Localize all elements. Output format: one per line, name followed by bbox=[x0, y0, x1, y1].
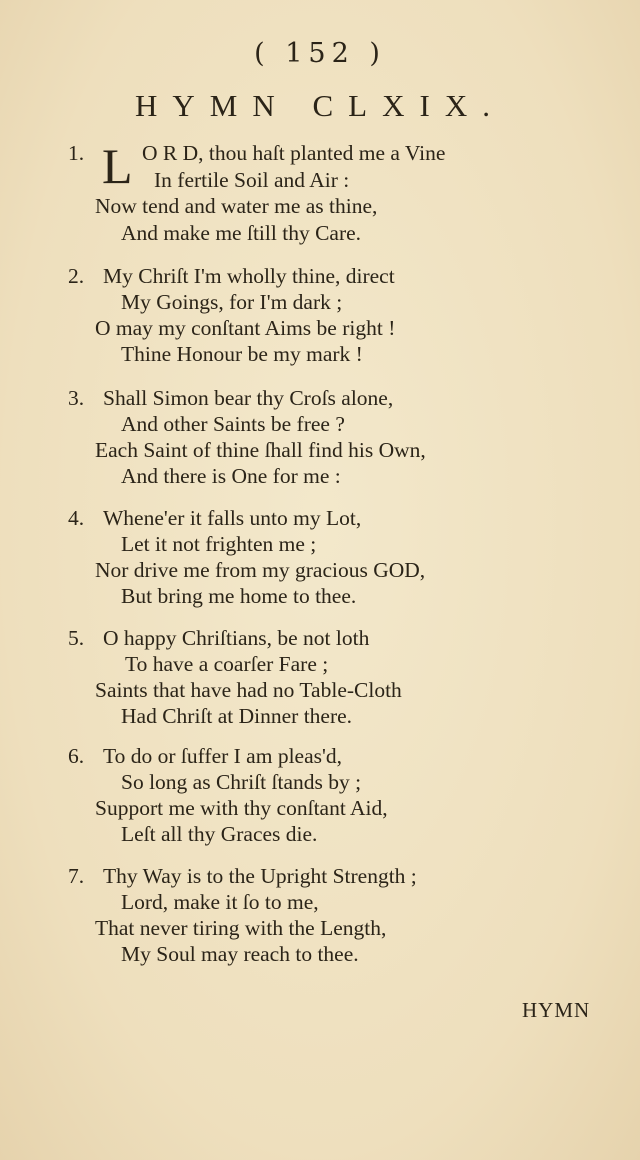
verse-line: Had Chriſt at Dinner there. bbox=[121, 704, 353, 728]
verse-line: To have a coarſer Fare ; bbox=[125, 652, 329, 676]
verse-line: O R D, thou haſt planted me a Vine bbox=[142, 141, 446, 165]
verse-line: O happy Chriſtians, be not loth bbox=[103, 626, 370, 650]
verse-line: So long as Chriſt ſtands by ; bbox=[121, 770, 362, 794]
catchword: HYMN bbox=[522, 998, 591, 1022]
verse-line: O may my conſtant Aims be right ! bbox=[95, 316, 396, 340]
verse-line: My Soul may reach to thee. bbox=[121, 942, 359, 966]
verse-line: That never tiring with the Length, bbox=[95, 916, 387, 940]
verse-line: My Goings, for I'm dark ; bbox=[121, 290, 343, 314]
verse-line: Saints that have had no Table-Cloth bbox=[95, 678, 402, 702]
drop-cap: L bbox=[102, 138, 133, 194]
verse-line: Thine Honour be my mark ! bbox=[121, 342, 363, 366]
hymn-title: HYMN CLXIX. bbox=[135, 88, 505, 123]
verse-line: My Chriſt I'm wholly thine, direct bbox=[103, 264, 395, 288]
verse-line: Thy Way is to the Upright Strength ; bbox=[103, 864, 417, 888]
verse-line: Lord, make it ſo to me, bbox=[121, 890, 319, 914]
verse-line: And make me ſtill thy Care. bbox=[121, 221, 362, 245]
verse-line: Shall Simon bear thy Croſs alone, bbox=[103, 386, 394, 410]
stanza-number: 3. bbox=[68, 386, 85, 410]
verse-line: Leſt all thy Graces die. bbox=[121, 822, 318, 846]
verse-line: And there is One for me : bbox=[121, 464, 341, 488]
verse-line: Now tend and water me as thine, bbox=[95, 194, 378, 218]
verse-line: Support me with thy conſtant Aid, bbox=[95, 796, 388, 820]
stanza-number: 4. bbox=[68, 506, 85, 530]
stanza-number: 6. bbox=[68, 744, 85, 768]
stanza-number: 7. bbox=[68, 864, 85, 888]
stanza-number: 5. bbox=[68, 626, 85, 650]
verse-line: Whene'er it falls unto my Lot, bbox=[103, 506, 362, 530]
verse-line: Nor drive me from my gracious GOD, bbox=[95, 558, 426, 582]
verse-line: Let it not frighten me ; bbox=[121, 532, 317, 556]
verse-line: And other Saints be free ? bbox=[121, 412, 345, 436]
stanza-number: 2. bbox=[68, 264, 85, 288]
stanza-number: 1. bbox=[68, 141, 85, 165]
page-number: ( 152 ) bbox=[254, 38, 386, 69]
verse-line: In fertile Soil and Air : bbox=[154, 168, 350, 192]
verse-line: To do or ſuffer I am pleas'd, bbox=[103, 744, 342, 768]
verse-line: But bring me home to thee. bbox=[121, 584, 357, 608]
verse-line: Each Saint of thine ſhall find his Own, bbox=[95, 438, 426, 462]
